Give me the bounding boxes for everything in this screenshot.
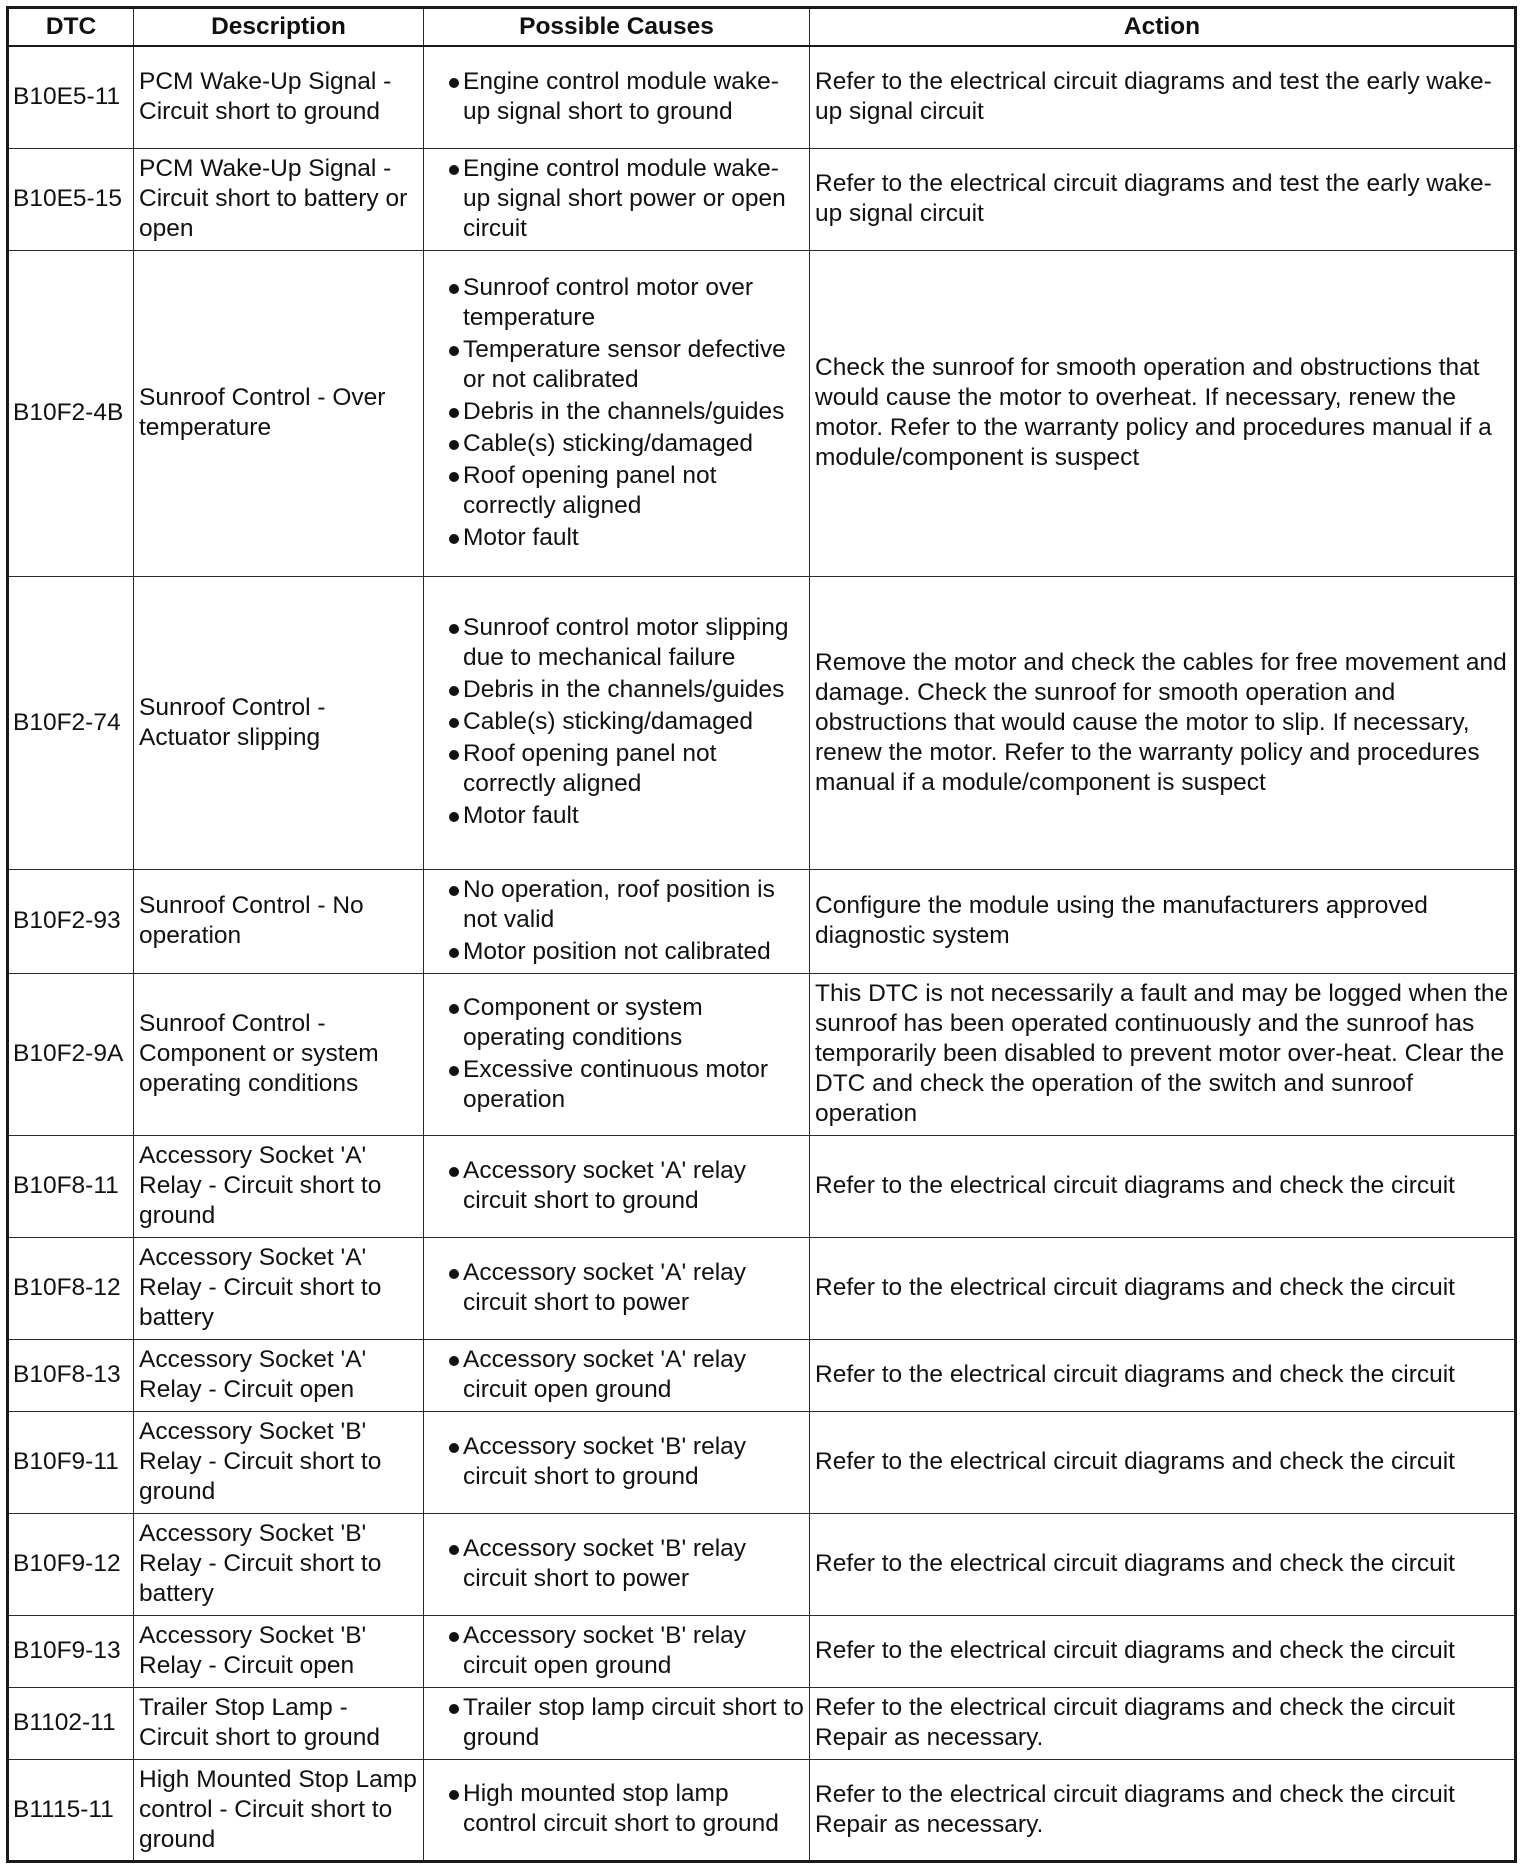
dtc-description: Accessory Socket 'B' Relay - Circuit open xyxy=(134,1615,424,1687)
dtc-action: Refer to the electrical circuit diagrams and check the circuit xyxy=(810,1339,1516,1411)
cause-item: Motor fault xyxy=(429,523,804,553)
cause-item: Sunroof control motor slipping due to mechanical failure xyxy=(429,613,804,673)
causes-list xyxy=(429,1621,804,1681)
possible-causes xyxy=(424,869,810,973)
dtc-action: Refer to the electrical circuit diagrams and check the circuit xyxy=(810,1237,1516,1339)
cause-item: No operation, roof position is not valid xyxy=(429,875,804,935)
dtc-action: Refer to the electrical circuit diagrams and check the circuit xyxy=(810,1615,1516,1687)
dtc-description: PCM Wake-Up Signal - Circuit short to battery or open xyxy=(134,148,424,250)
dtc-code: B10F2-4B xyxy=(8,250,134,576)
dtc-action: Refer to the electrical circuit diagrams and test the early wake-up signal circuit xyxy=(810,148,1516,250)
dtc-code: B1115-11 xyxy=(8,1759,134,1861)
table-header-row xyxy=(8,8,1516,47)
dtc-description: Accessory Socket 'B' Relay - Circuit short to battery xyxy=(134,1513,424,1615)
dtc-description: Accessory Socket 'A' Relay - Circuit short to battery xyxy=(134,1237,424,1339)
causes-list xyxy=(429,1779,804,1839)
table-row xyxy=(8,576,1516,869)
table-row xyxy=(8,46,1516,148)
possible-causes xyxy=(424,1135,810,1237)
dtc-code: B10F2-93 xyxy=(8,869,134,973)
table-row xyxy=(8,1759,1516,1861)
causes-list xyxy=(429,993,804,1115)
dtc-action: Refer to the electrical circuit diagrams and check the circuit Repair as necessary. xyxy=(810,1687,1516,1759)
causes-list xyxy=(429,1258,804,1318)
cause-item: Debris in the channels/guides xyxy=(429,675,804,705)
cause-item: Roof opening panel not correctly aligned xyxy=(429,739,804,799)
cause-item: Cable(s) sticking/damaged xyxy=(429,707,804,737)
table-row xyxy=(8,1687,1516,1759)
dtc-description: Trailer Stop Lamp - Circuit short to ground xyxy=(134,1687,424,1759)
table-body xyxy=(8,46,1516,1861)
possible-causes xyxy=(424,1513,810,1615)
dtc-action: This DTC is not necessarily a fault and may be logged when the sunroof has been operated continuously and the sunroof has temporarily been disabled to prevent motor over-heat. Clear the DTC and check the operation of the switch and sunroof operation xyxy=(810,973,1516,1135)
dtc-code: B10E5-15 xyxy=(8,148,134,250)
table-row xyxy=(8,1237,1516,1339)
dtc-code: B10F8-13 xyxy=(8,1339,134,1411)
table-row xyxy=(8,250,1516,576)
cause-item: Cable(s) sticking/damaged xyxy=(429,429,804,459)
dtc-action: Check the sunroof for smooth operation and obstructions that would cause the motor to overheat. If necessary, renew the motor. Refer to the warranty policy and procedures manual if a module/component is suspect xyxy=(810,250,1516,576)
dtc-code: B10F9-12 xyxy=(8,1513,134,1615)
causes-list xyxy=(429,1693,804,1753)
cause-item: High mounted stop lamp control circuit short to ground xyxy=(429,1779,804,1839)
cause-item: Roof opening panel not correctly aligned xyxy=(429,461,804,521)
table-row xyxy=(8,1615,1516,1687)
header-description: Description xyxy=(134,8,424,47)
table-row xyxy=(8,973,1516,1135)
cause-item: Motor fault xyxy=(429,801,804,831)
dtc-description: Sunroof Control - Over temperature xyxy=(134,250,424,576)
possible-causes xyxy=(424,1237,810,1339)
dtc-description: Accessory Socket 'A' Relay - Circuit short to ground xyxy=(134,1135,424,1237)
table-row xyxy=(8,1513,1516,1615)
dtc-code: B10F8-11 xyxy=(8,1135,134,1237)
cause-item: Accessory socket 'A' relay circuit open ground xyxy=(429,1345,804,1405)
causes-list xyxy=(429,273,804,553)
dtc-description: Sunroof Control - Actuator slipping xyxy=(134,576,424,869)
dtc-code: B10F2-9A xyxy=(8,973,134,1135)
dtc-action: Remove the motor and check the cables for free movement and damage. Check the sunroof for smooth operation and obstructions that would cause the motor to slip. If necessary, renew the motor. Refer to the warranty policy and procedures manual if a module/component is suspect xyxy=(810,576,1516,869)
possible-causes xyxy=(424,1411,810,1513)
cause-item: Temperature sensor defective or not calibrated xyxy=(429,335,804,395)
dtc-description: Sunroof Control - No operation xyxy=(134,869,424,973)
cause-item: Engine control module wake-up signal short to ground xyxy=(429,67,804,127)
table-row xyxy=(8,148,1516,250)
dtc-description: PCM Wake-Up Signal - Circuit short to ground xyxy=(134,46,424,148)
dtc-code: B10F9-11 xyxy=(8,1411,134,1513)
causes-list xyxy=(429,875,804,967)
causes-list xyxy=(429,1534,804,1594)
dtc-code: B10F9-13 xyxy=(8,1615,134,1687)
table-row xyxy=(8,1339,1516,1411)
cause-item: Excessive continuous motor operation xyxy=(429,1055,804,1115)
cause-item: Sunroof control motor over temperature xyxy=(429,273,804,333)
cause-item: Accessory socket 'A' relay circuit short to power xyxy=(429,1258,804,1318)
dtc-description: Sunroof Control - Component or system operating conditions xyxy=(134,973,424,1135)
possible-causes xyxy=(424,250,810,576)
dtc-action: Refer to the electrical circuit diagrams and check the circuit xyxy=(810,1411,1516,1513)
possible-causes xyxy=(424,576,810,869)
header-possible-causes: Possible Causes xyxy=(424,8,810,47)
header-action: Action xyxy=(810,8,1516,47)
cause-item: Accessory socket 'A' relay circuit short to ground xyxy=(429,1156,804,1216)
cause-item: Accessory socket 'B' relay circuit short to power xyxy=(429,1534,804,1594)
cause-item: Motor position not calibrated xyxy=(429,937,804,967)
cause-item: Component or system operating conditions xyxy=(429,993,804,1053)
table-row xyxy=(8,1411,1516,1513)
cause-item: Accessory socket 'B' relay circuit short to ground xyxy=(429,1432,804,1492)
dtc-action: Configure the module using the manufacturers approved diagnostic system xyxy=(810,869,1516,973)
causes-list xyxy=(429,1156,804,1216)
dtc-table xyxy=(6,6,1517,1863)
causes-list xyxy=(429,154,804,244)
cause-item: Debris in the channels/guides xyxy=(429,397,804,427)
possible-causes xyxy=(424,1759,810,1861)
table-row xyxy=(8,869,1516,973)
possible-causes xyxy=(424,46,810,148)
causes-list xyxy=(429,67,804,127)
causes-list xyxy=(429,1432,804,1492)
dtc-action: Refer to the electrical circuit diagrams and test the early wake-up signal circuit xyxy=(810,46,1516,148)
cause-item: Engine control module wake-up signal short power or open circuit xyxy=(429,154,804,244)
dtc-action: Refer to the electrical circuit diagrams and check the circuit Repair as necessary. xyxy=(810,1759,1516,1861)
causes-list xyxy=(429,613,804,831)
cause-item: Trailer stop lamp circuit short to ground xyxy=(429,1693,804,1753)
cause-item: Accessory socket 'B' relay circuit open ground xyxy=(429,1621,804,1681)
dtc-code: B10E5-11 xyxy=(8,46,134,148)
possible-causes xyxy=(424,1615,810,1687)
table-row xyxy=(8,1135,1516,1237)
dtc-action: Refer to the electrical circuit diagrams and check the circuit xyxy=(810,1513,1516,1615)
possible-causes xyxy=(424,1687,810,1759)
header-dtc: DTC xyxy=(8,8,134,47)
dtc-description: Accessory Socket 'B' Relay - Circuit short to ground xyxy=(134,1411,424,1513)
possible-causes xyxy=(424,148,810,250)
causes-list xyxy=(429,1345,804,1405)
dtc-code: B10F8-12 xyxy=(8,1237,134,1339)
dtc-description: Accessory Socket 'A' Relay - Circuit open xyxy=(134,1339,424,1411)
dtc-action: Refer to the electrical circuit diagrams and check the circuit xyxy=(810,1135,1516,1237)
dtc-code: B10F2-74 xyxy=(8,576,134,869)
possible-causes xyxy=(424,973,810,1135)
dtc-code: B1102-11 xyxy=(8,1687,134,1759)
possible-causes xyxy=(424,1339,810,1411)
dtc-description: High Mounted Stop Lamp control - Circuit short to ground xyxy=(134,1759,424,1861)
